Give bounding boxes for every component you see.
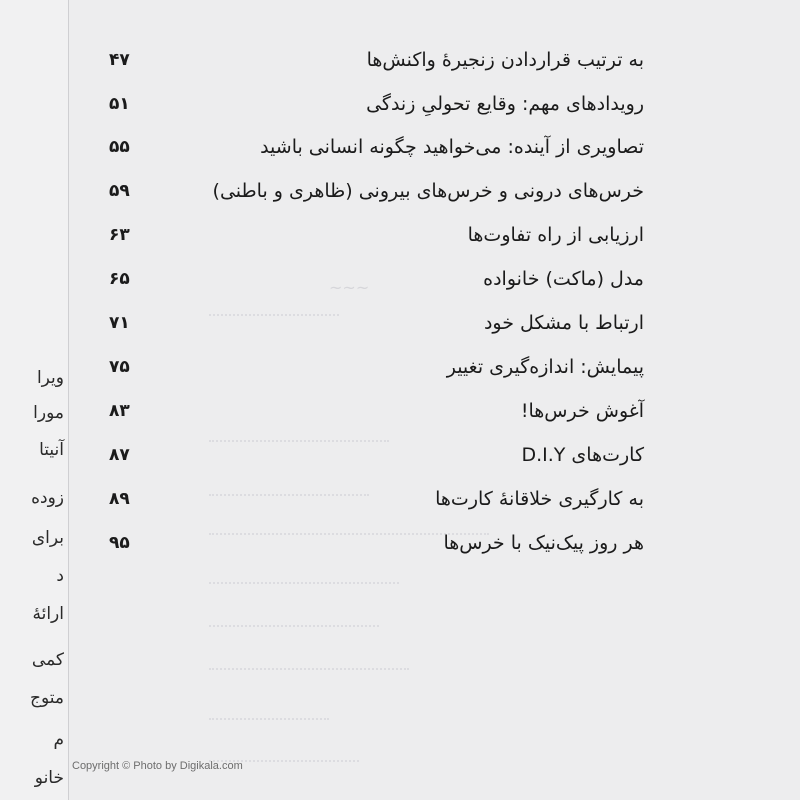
toc-entry	[109, 308, 644, 338]
toc-page-number: ۸۷	[109, 445, 130, 465]
left-page-text: ارائهٔ	[32, 604, 64, 624]
toc-entry	[109, 264, 644, 294]
toc-entry	[109, 45, 644, 75]
show-through-text: ~~~	[329, 278, 370, 297]
table-of-contents-page	[69, 0, 691, 800]
left-page-text: متوج	[30, 688, 64, 708]
toc-title: هر روز پیک‌نیک با خرس‌ها	[443, 532, 644, 554]
show-through-text	[209, 625, 379, 627]
toc-page-number: ۵۱	[109, 94, 130, 114]
toc-title: ارزیابی از راه تفاوت‌ها	[467, 224, 644, 246]
left-page-text: زوده	[31, 488, 64, 508]
toc-title: به کارگیری خلاقانهٔ کارت‌ها	[435, 488, 644, 510]
toc-page-number: ۵۵	[109, 137, 130, 157]
left-page-text: آنیتا	[39, 440, 64, 460]
show-through-text	[209, 718, 329, 720]
toc-title: آغوش خرس‌ها!	[520, 400, 644, 422]
toc-entry	[109, 528, 644, 558]
toc-title: تصاویری از آینده: می‌خواهید چگونه انسانی باشید	[260, 136, 644, 158]
toc-entry	[109, 176, 644, 206]
left-page-text: م	[53, 730, 64, 750]
left-page-text: مورا	[33, 403, 64, 423]
toc-page-number: ۷۱	[109, 313, 130, 333]
toc-entry	[109, 220, 644, 250]
toc-title: به ترتیب قراردادن زنجیرهٔ واکنش‌ها	[366, 49, 644, 71]
toc-page-number: ۶۵	[109, 269, 130, 289]
toc-page-number: ۸۳	[109, 401, 130, 421]
toc-title: مدل (ماکت) خانواده	[483, 268, 644, 290]
left-page-text: ویرا	[36, 368, 64, 388]
toc-page-number: ۹۵	[109, 533, 130, 553]
left-page-text: کمی	[31, 650, 64, 670]
toc-title: کارت‌های D.I.Y	[521, 444, 644, 466]
left-page-text: برای	[31, 528, 64, 548]
toc-title: رویدادهای مهم: وقایع تحولیِ زندگی	[366, 93, 644, 115]
copyright-watermark: Copyright © Photo by Digikala.com	[72, 760, 243, 772]
toc-entry	[109, 132, 644, 162]
toc-entry	[109, 352, 644, 382]
show-through-text	[209, 582, 399, 584]
toc-page-number: ۸۹	[109, 489, 130, 509]
toc-title: ارتباط با مشکل خود	[483, 312, 644, 334]
toc-title: پیمایش: اندازه‌گیری تغییر	[446, 356, 644, 378]
toc-entry	[109, 89, 644, 119]
toc-entry	[109, 440, 644, 470]
toc-page-number: ۴۷	[109, 50, 130, 70]
toc-page-number: ۶۳	[109, 225, 130, 245]
left-page	[0, 0, 69, 800]
toc-entry	[109, 484, 644, 514]
left-page-text: د	[56, 566, 64, 586]
left-page-text: خانو	[34, 768, 64, 788]
toc-entry	[109, 396, 644, 426]
toc-page-number: ۷۵	[109, 357, 130, 377]
show-through-text	[209, 668, 409, 670]
right-page-edge	[691, 0, 800, 800]
toc-page-number: ۵۹	[109, 181, 130, 201]
toc-title: خرس‌های درونی و خرس‌های بیرونی (ظاهری و باطنی)	[212, 180, 644, 202]
